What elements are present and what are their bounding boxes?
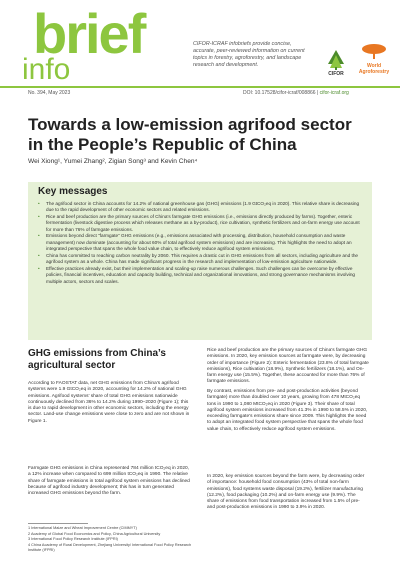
cifor-logo [322, 48, 350, 76]
body-paragraph: Rice and beef production are the primary sources of China’s farmgate GHG emissions. In 2020, key emission sources at farmgate were, by decreasing order of importance (Figure 2): Enteric fermentation (23.8% of total farmgate emissions), Rice cultivation (18.9%), Synthetic fertilizers (18.1%), and On-farm energy use (15.5%). Together, these accounted for more than 76% of farmgate emissions. [207, 348, 369, 385]
key-message-item: • China has committed to reaching carbon neutrality by 2060. This requires a drastic cut in GHG emissions from all sectors, including agriculture and the agrifood system as a whole. China has made significant progress in the research and implementation of low-emission agriculture nationwide. [38, 253, 366, 266]
key-message-item: • The agrifood sector in China accounts for 14.2% of national greenhouse gas (GHG) emissions (1.9 GtCO₂eq in 2020). This relative share is decreasing due to the rapid development of other economic sectors and related emissions. [38, 201, 366, 214]
footnote: 1 International Maize and Wheat Improvement Centre (CIMMYT) [28, 526, 137, 530]
authors: Wei Xiong¹, Yumei Zhang², Zigian Song³ and Kevin Chen⁴ [28, 158, 198, 165]
meta-separator: | [316, 90, 320, 96]
footnote: 4 China Academy of Rural Development, Zhejiang University/ International Food Policy Research Institute (IFPRI) [28, 542, 192, 553]
body-paragraph: Farmgate GHG emissions in China represented 784 million tCO₂eq in 2020, a 12% increase when compared to 699 million tCO₂eq in 1990. The relative share of farmgate emissions in total agrifood system emissions has declined because of agrifood industry development; this has in turn generated increased GHG emissions beyond the farm. [28, 466, 190, 497]
doi-line [243, 90, 349, 96]
body-paragraph: In 2020, key emission sources beyond the farm were, by decreasing order of importance: household food consumption (43% of total non-farm emissions), food systems waste disposal (19.2%), fertilizer manufacturing (12.2%), food packaging (10.2%) and on-farm energy use (9.9%). The share of emissions from food transportation increased from 1.5% of pre- and post-production emissions in 1990 to 3.9% in 2020. [207, 474, 365, 511]
footnote-divider [28, 523, 88, 524]
key-message-item: • Effective practices already exist, but their implementation and scaling-up raise numerous challenges. Such challenges can be overcome by effective policies, financial incentives, education and capacity building, technical and organizational innovations, and strong governance mechanisms involving multiple actors, sectors and scales. [38, 266, 366, 285]
key-message-item: • Emissions beyond direct “farmgate” GHG emissions (e.g., emissions associated with processing, distribution, household consumption and waste management) now dominate (accounting for about 60% of total agrifood system emissions) and are increasing. This highlights the need to adopt an integrated perspective that spans the whole food value chain, to effectively reduce agrifood system emissions. [38, 233, 366, 252]
brand-logo-brief: brief [33, 2, 145, 65]
key-messages-list [38, 201, 366, 285]
key-message-item: • Rice and beef production are the primary sources of China’s farmgate GHG emissions (i.e., emissions directly produced by farms). Together, enteric fermentation (livestock digestive process which releases methane as a by-product), rice cultivation, synthetic fertilizers and on-farm energy use account for more than 76% of farmgate emissions. [38, 214, 366, 233]
section-heading: GHG emissions from China’s agricultural sector [28, 348, 166, 371]
doi[interactable]: DOI: 10.17528/cifor-icraf/008866 [243, 90, 316, 96]
body-paragraph: By contrast, emissions from pre- and post-production activities (beyond farmgate) more than doubled over 10 years, growing from 478 MtCO₂eq tons in 1990 to 1,080 MtCO₂eq in 2020 (Figure 3). Their share of total agrifood system emissions increased from 41.3% in 1990 to 58.5% in 2020, exceeding farmgate’s emissions share since 2009. This highlights the need to adopt an integrated food system perspective that spans the whole food value chain, to effectively reduce agrifood system emissions. [207, 389, 368, 432]
key-messages-heading: Key messages [38, 186, 108, 197]
footnote: 2 Academy of Global Food Economics and Policy, China Agricultural University [28, 531, 161, 536]
body-paragraph: According to FAOSTAT data, net GHG emissions from China’s agrifood systems were 1.9 GtCO₂eq in 2020, accounting for 14.2% of national GHG emissions. Agrifood systems’ share of total GHG emissions nationwide continuously declined from 36% to 14.2% during 1990–2020 (Figure 1); this is due to rapid development in other economic sectors, including the energy sector. Land-use change emissions were close to zero and are not shown in Figure 1. [28, 381, 190, 424]
page-title: Towards a low-emission agrifood sector in the People’s Republic of China [28, 115, 352, 154]
wa-logo-text-1: World [366, 63, 382, 69]
brand-logo-info: info [22, 53, 71, 86]
footnotes [28, 526, 193, 554]
series-description: CIFOR-ICRAF infobriefs provide concise, accurate, peer-reviewed information on current topics in forestry, agroforestry, and landscape research and development. [193, 41, 305, 68]
footnote: 3 International Food Policy Research Institute (IFPRI) [28, 537, 118, 542]
world-agroforestry-logo [356, 40, 392, 76]
header-divider [0, 86, 400, 88]
issue-number: No. 394, May 2023 [28, 90, 71, 96]
wa-logo-text-2: Agroforestry [358, 69, 390, 75]
website-link[interactable]: cifor-icraf.org [319, 90, 349, 96]
cifor-logo-text: CIFOR [328, 71, 344, 76]
